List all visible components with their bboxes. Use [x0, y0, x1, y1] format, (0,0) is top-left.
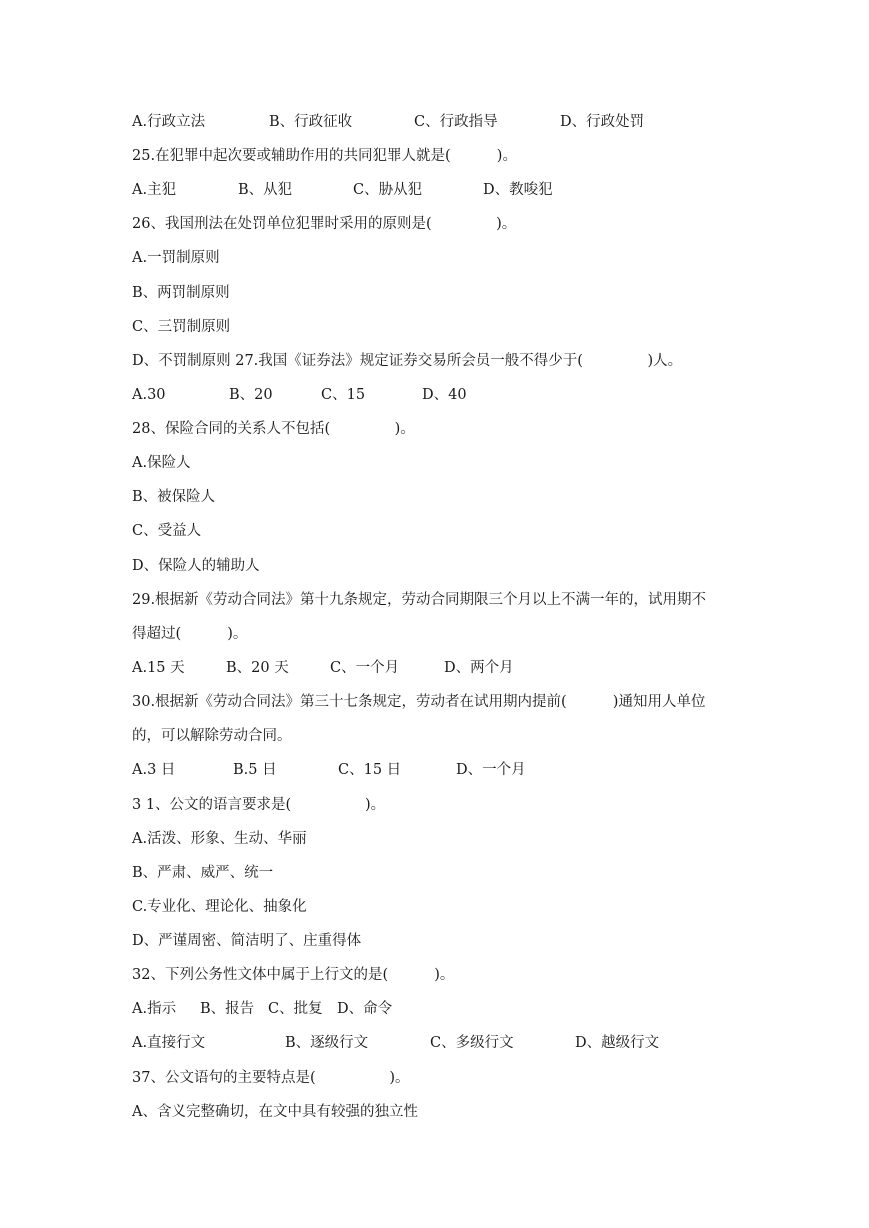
q32-option-c: C、批复	[268, 1001, 323, 1017]
q28-option-a: A.保险人	[132, 455, 191, 471]
transmission-option-c: C、多级行文	[430, 1035, 514, 1051]
q24-option-b: B、行政征收	[269, 114, 353, 130]
q26-question: 26、我国刑法在处罚单位犯罪时采用的原则是( )。	[132, 216, 517, 232]
q30-option-b: B.5 日	[233, 762, 277, 778]
q27-option-a: A.30	[132, 387, 166, 403]
q29-option-a: A.15 天	[132, 660, 185, 676]
q29-question-line2: 得超过( )。	[132, 626, 248, 642]
transmission-option-b: B、逐级行文	[285, 1035, 369, 1051]
q29-question-line1: 29.根据新《劳动合同法》第十九条规定，劳动合同期限三个月以上不满一年的，试用期不	[132, 592, 707, 608]
q30-question-line2: 的，可以解除劳动合同。	[132, 728, 292, 744]
q32-question: 32、下列公务性文体中属于上行文的是( )。	[132, 967, 455, 983]
q30-option-d: D、一个月	[456, 762, 526, 778]
q28-option-b: B、被保险人	[132, 489, 216, 505]
q32-option-a: A.指示	[132, 1001, 177, 1017]
q37-question: 37、公文语句的主要特点是( )。	[132, 1070, 410, 1086]
q25-option-c: C、胁从犯	[353, 182, 423, 198]
q25-option-a: A.主犯	[132, 182, 177, 198]
q26-option-b: B、两罚制原则	[132, 285, 230, 301]
q28-option-d: D、保险人的辅助人	[132, 558, 260, 574]
transmission-option-a: A.直接行文	[132, 1035, 206, 1051]
q28-question: 28、保险合同的关系人不包括( )。	[132, 421, 415, 437]
q29-option-d: D、两个月	[444, 660, 514, 676]
q26-option-c: C、三罚制原则	[132, 319, 231, 335]
q31-option-c: C.专业化、理论化、抽象化	[132, 899, 307, 915]
q31-option-d: D、严谨周密、简洁明了、庄重得体	[132, 933, 362, 949]
transmission-option-d: D、越级行文	[575, 1035, 660, 1051]
q29-option-b: B、20 天	[226, 660, 289, 676]
q26-option-a: A.一罚制原则	[132, 250, 220, 266]
q26-option-d-q27-question: D、不罚制原则 27.我国《证券法》规定证券交易所会员一般不得少于( )人。	[132, 353, 683, 369]
q32-option-d: D、命令	[337, 1001, 393, 1017]
q30-option-c: C、15 日	[338, 762, 402, 778]
q25-question: 25.在犯罪中起次要或辅助作用的共同犯罪人就是( )。	[132, 148, 517, 164]
q29-option-c: C、一个月	[330, 660, 400, 676]
q31-question: 3 1、公文的语言要求是( )。	[132, 797, 386, 813]
q24-option-a: A.行政立法	[132, 114, 206, 130]
q30-question-line1: 30.根据新《劳动合同法》第三十七条规定，劳动者在试用期内提前( )通知用人单位	[132, 694, 706, 710]
q27-option-c: C、15	[321, 387, 366, 403]
q27-option-b: B、20	[229, 387, 273, 403]
q32-option-b: B、报告	[200, 1001, 255, 1017]
q37-option-a: A、含义完整确切，在文中具有较强的独立性	[132, 1104, 418, 1120]
q30-option-a: A.3 日	[132, 762, 176, 778]
q28-option-c: C、受益人	[132, 523, 202, 539]
q24-option-c: C、行政指导	[414, 114, 498, 130]
q25-option-b: B、从犯	[238, 182, 293, 198]
q31-option-a: A.活泼、形象、生动、华丽	[132, 831, 307, 847]
q25-option-d: D、教唆犯	[483, 182, 553, 198]
q24-option-d: D、行政处罚	[560, 114, 645, 130]
q31-option-b: B、严肃、威严、统一	[132, 865, 274, 881]
q27-option-d: D、40	[422, 387, 467, 403]
